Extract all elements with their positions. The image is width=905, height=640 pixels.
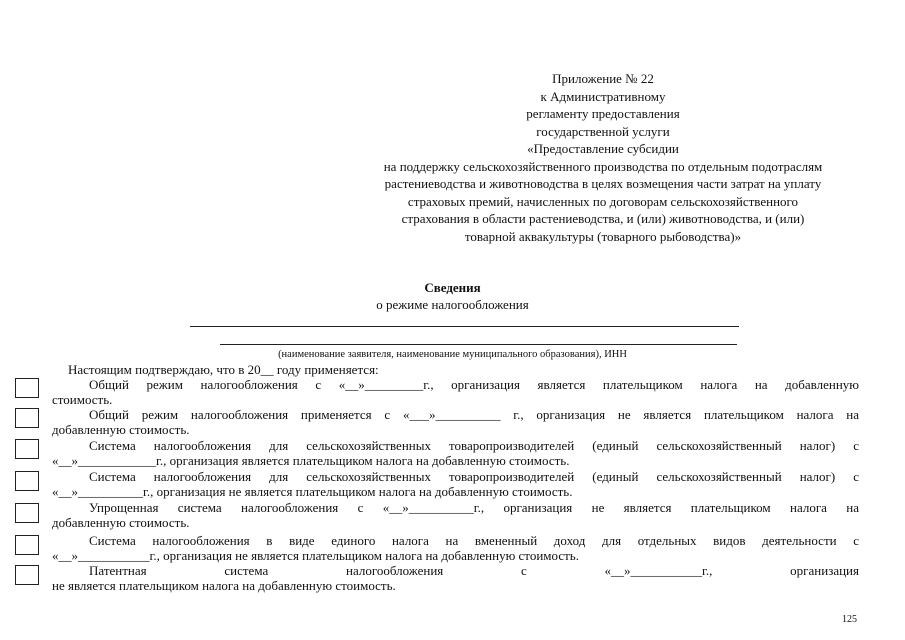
- option-patent-not-vat-payer: [52, 563, 859, 593]
- appendix-line: регламенту предоставления: [526, 106, 680, 121]
- appendix-line: растениеводства и животноводства в целях возмещения части затрат на уплату: [384, 176, 822, 191]
- appendix-header: [318, 70, 888, 245]
- appendix-line: на поддержку сельскохозяйственного производства по отдельным подотраслям: [383, 158, 823, 174]
- page-number: 125: [842, 614, 857, 625]
- option-text: Патентная система налогообложения с «__»___________г., организация: [89, 563, 859, 578]
- option-checkbox-general-not-vat-payer[interactable]: [15, 408, 39, 428]
- option-text: Общий режим налогообложения применяется с «___»__________ г., организация не является плательщиком налога на: [89, 407, 859, 422]
- option-text-continued: «__»___________г., организация не является плательщиком налога на добавленную стоимость.: [52, 548, 579, 563]
- option-text-continued: «__»__________г., организация не является плательщиком налога на добавленную стоимость.: [52, 484, 573, 499]
- appendix-line: к Административному: [540, 88, 666, 104]
- option-envd-not-vat-payer: [52, 533, 859, 563]
- option-text: Упрощенная система налогообложения с «__»__________г., организация не является плательщиком налога на: [89, 500, 859, 515]
- option-checkbox-simplified-not-vat-payer[interactable]: [15, 503, 39, 523]
- form-subtitle: о режиме налогообложения: [376, 297, 529, 312]
- form-title: Сведения: [424, 280, 481, 295]
- option-esn-not-vat-payer: [52, 469, 859, 499]
- option-text-continued: стоимость.: [52, 392, 113, 407]
- option-checkbox-envd-not-vat-payer[interactable]: [15, 535, 39, 555]
- option-text-continued: «__»____________г., организация является плательщиком налога на добавленную стоимость.: [52, 453, 570, 468]
- option-esn-vat-payer: [52, 438, 859, 468]
- appendix-line: товарной аквакультуры (товарного рыбоводства)»: [464, 228, 742, 244]
- applicant-inn-line[interactable]: [220, 344, 737, 345]
- appendix-line: страховых премий, начисленных по договорам сельскохозяйственного: [407, 193, 799, 209]
- applicant-caption: (наименование заявителя, наименование муниципального образования), ИНН: [278, 349, 627, 360]
- option-text-continued: добавленную стоимость.: [52, 422, 190, 437]
- option-general-not-vat-payer: [52, 407, 859, 437]
- option-checkbox-esn-vat-payer[interactable]: [15, 439, 39, 459]
- option-checkbox-patent-not-vat-payer[interactable]: [15, 565, 39, 585]
- appendix-line: государственной услуги: [536, 123, 670, 139]
- option-text: Система налогообложения для сельскохозяйственных товаропроизводителей (единый сельскохозяйственный налог) с: [89, 469, 859, 484]
- option-text: Система налогообложения для сельскохозяйственных товаропроизводителей (единый сельскохозяйственный налог) с: [89, 438, 859, 453]
- option-text-continued: не является плательщиком налога на добавленную стоимость.: [52, 578, 396, 593]
- appendix-line: «Предоставление субсидии: [527, 141, 679, 156]
- option-checkbox-esn-not-vat-payer[interactable]: [15, 471, 39, 491]
- option-simplified-not-vat-payer: [52, 500, 859, 530]
- option-checkbox-general-vat-payer[interactable]: [15, 378, 39, 398]
- appendix-line: Приложение № 22: [552, 71, 654, 86]
- option-text: Общий режим налогообложения с «__»_________г., организация является плательщиком налога на добавленную: [89, 377, 859, 392]
- applicant-name-line[interactable]: [190, 326, 739, 327]
- option-text: Система налогообложения в виде единого налога на вмененный доход для отдельных видов деятельности с: [89, 533, 859, 548]
- option-text-continued: добавленную стоимость.: [52, 515, 190, 530]
- confirm-text: Настоящим подтверждаю, что в 20__ году применяется:: [68, 362, 379, 377]
- option-general-vat-payer: [52, 377, 859, 407]
- appendix-line: страхования в области растениеводства, и (или) животноводства, и (или): [401, 211, 805, 226]
